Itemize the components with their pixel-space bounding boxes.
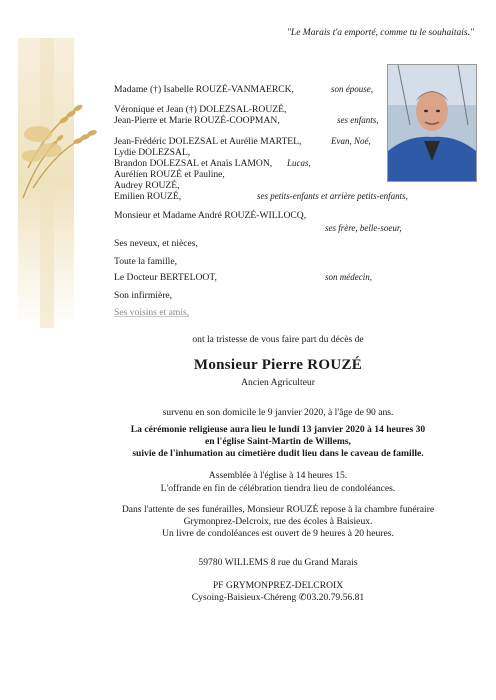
assembly-line: Assemblée à l'église à 14 heures 15. — [208, 470, 348, 481]
intro-text: ont la tristesse de vous faire part du décès de — [192, 334, 364, 345]
family-line: Emilien ROUZÉ, — [114, 191, 182, 202]
funeral-home-line: Un livre de condoléances est ouvert de 9 heures à 20 heures. — [162, 528, 394, 539]
family-line: Madame (†) Isabelle ROUZÉ-VANMAERCK, — [114, 84, 294, 95]
family-line: Son infirmière, — [114, 290, 173, 301]
occupation: Ancien Agriculteur — [241, 377, 315, 388]
quote: "Le Marais t'a emporté, comme tu le souhaitais." — [286, 28, 474, 38]
wheat-illustration — [8, 38, 104, 328]
family-role: ses petits-enfants et arrière petits-enfants, — [257, 191, 408, 201]
ceremony-line: La cérémonie religieuse aura lieu le lundi 13 janvier 2020 à 14 heures 30 — [130, 424, 426, 435]
family-line: Véronique et Jean (†) DOLEZSAL-ROUZÉ, — [114, 104, 287, 115]
deceased-name: Monsieur Pierre ROUZÉ — [193, 357, 363, 373]
address: 59780 WILLEMS 8 rue du Grand Marais — [198, 557, 358, 568]
family-line: Monsieur et Madame André ROUZÉ-WILLOCQ, — [114, 210, 307, 221]
family-line: Ses voisins et amis, — [114, 307, 190, 318]
family-line: Audrey ROUZÉ, — [114, 180, 180, 191]
family-role: ses frère, belle-soeur, — [325, 223, 402, 233]
funeral-home-name: PF GRYMONPREZ-DELCROIX — [212, 580, 344, 591]
funeral-home-line: Dans l'attente de ses funérailles, Monsieur ROUZÉ repose à la chambre funéraire — [121, 504, 435, 515]
portrait-photo — [387, 64, 477, 182]
family-line: Jean-Frédéric DOLEZSAL et Aurélie MARTEL, — [114, 136, 302, 147]
family-role: son épouse, — [331, 84, 373, 94]
assembly-line: L'offrande en fin de célébration tiendra lieu de condoléances. — [160, 483, 396, 494]
death-line: survenu en son domicile le 9 janvier 2020, à l'âge de 90 ans. — [162, 407, 394, 418]
family-line: Ses neveux, et nièces, — [114, 238, 198, 249]
ceremony-line: suivie de l'inhumation au cimetière dudit lieu dans le caveau de famille. — [132, 448, 424, 459]
family-role: son médecin, — [325, 272, 372, 282]
family-role: Evan, Noé, — [331, 136, 371, 146]
family-role: ses enfants, — [337, 115, 379, 125]
funeral-home-contact: Cysoing-Baisieux-Chéreng ✆03.20.79.56.81 — [191, 592, 365, 603]
ceremony-line: en l'église Saint-Martin de Willems, — [205, 436, 351, 447]
family-role: Lucas, — [287, 158, 311, 168]
family-line: Brandon DOLEZSAL et Anaïs LAMON, — [114, 158, 273, 169]
funeral-home-line: Grymonprez-Delcroix, rue des écoles à Baisieux. — [183, 516, 373, 527]
family-line: Jean-Pierre et Marie ROUZÉ-COOPMAN, — [114, 115, 280, 126]
family-line: Lydie DOLEZSAL, — [114, 147, 191, 158]
family-line: Le Docteur BERTELOOT, — [114, 272, 217, 283]
family-line: Toute la famille, — [114, 256, 177, 267]
family-line: Aurélien ROUZÉ et Pauline, — [114, 169, 225, 180]
